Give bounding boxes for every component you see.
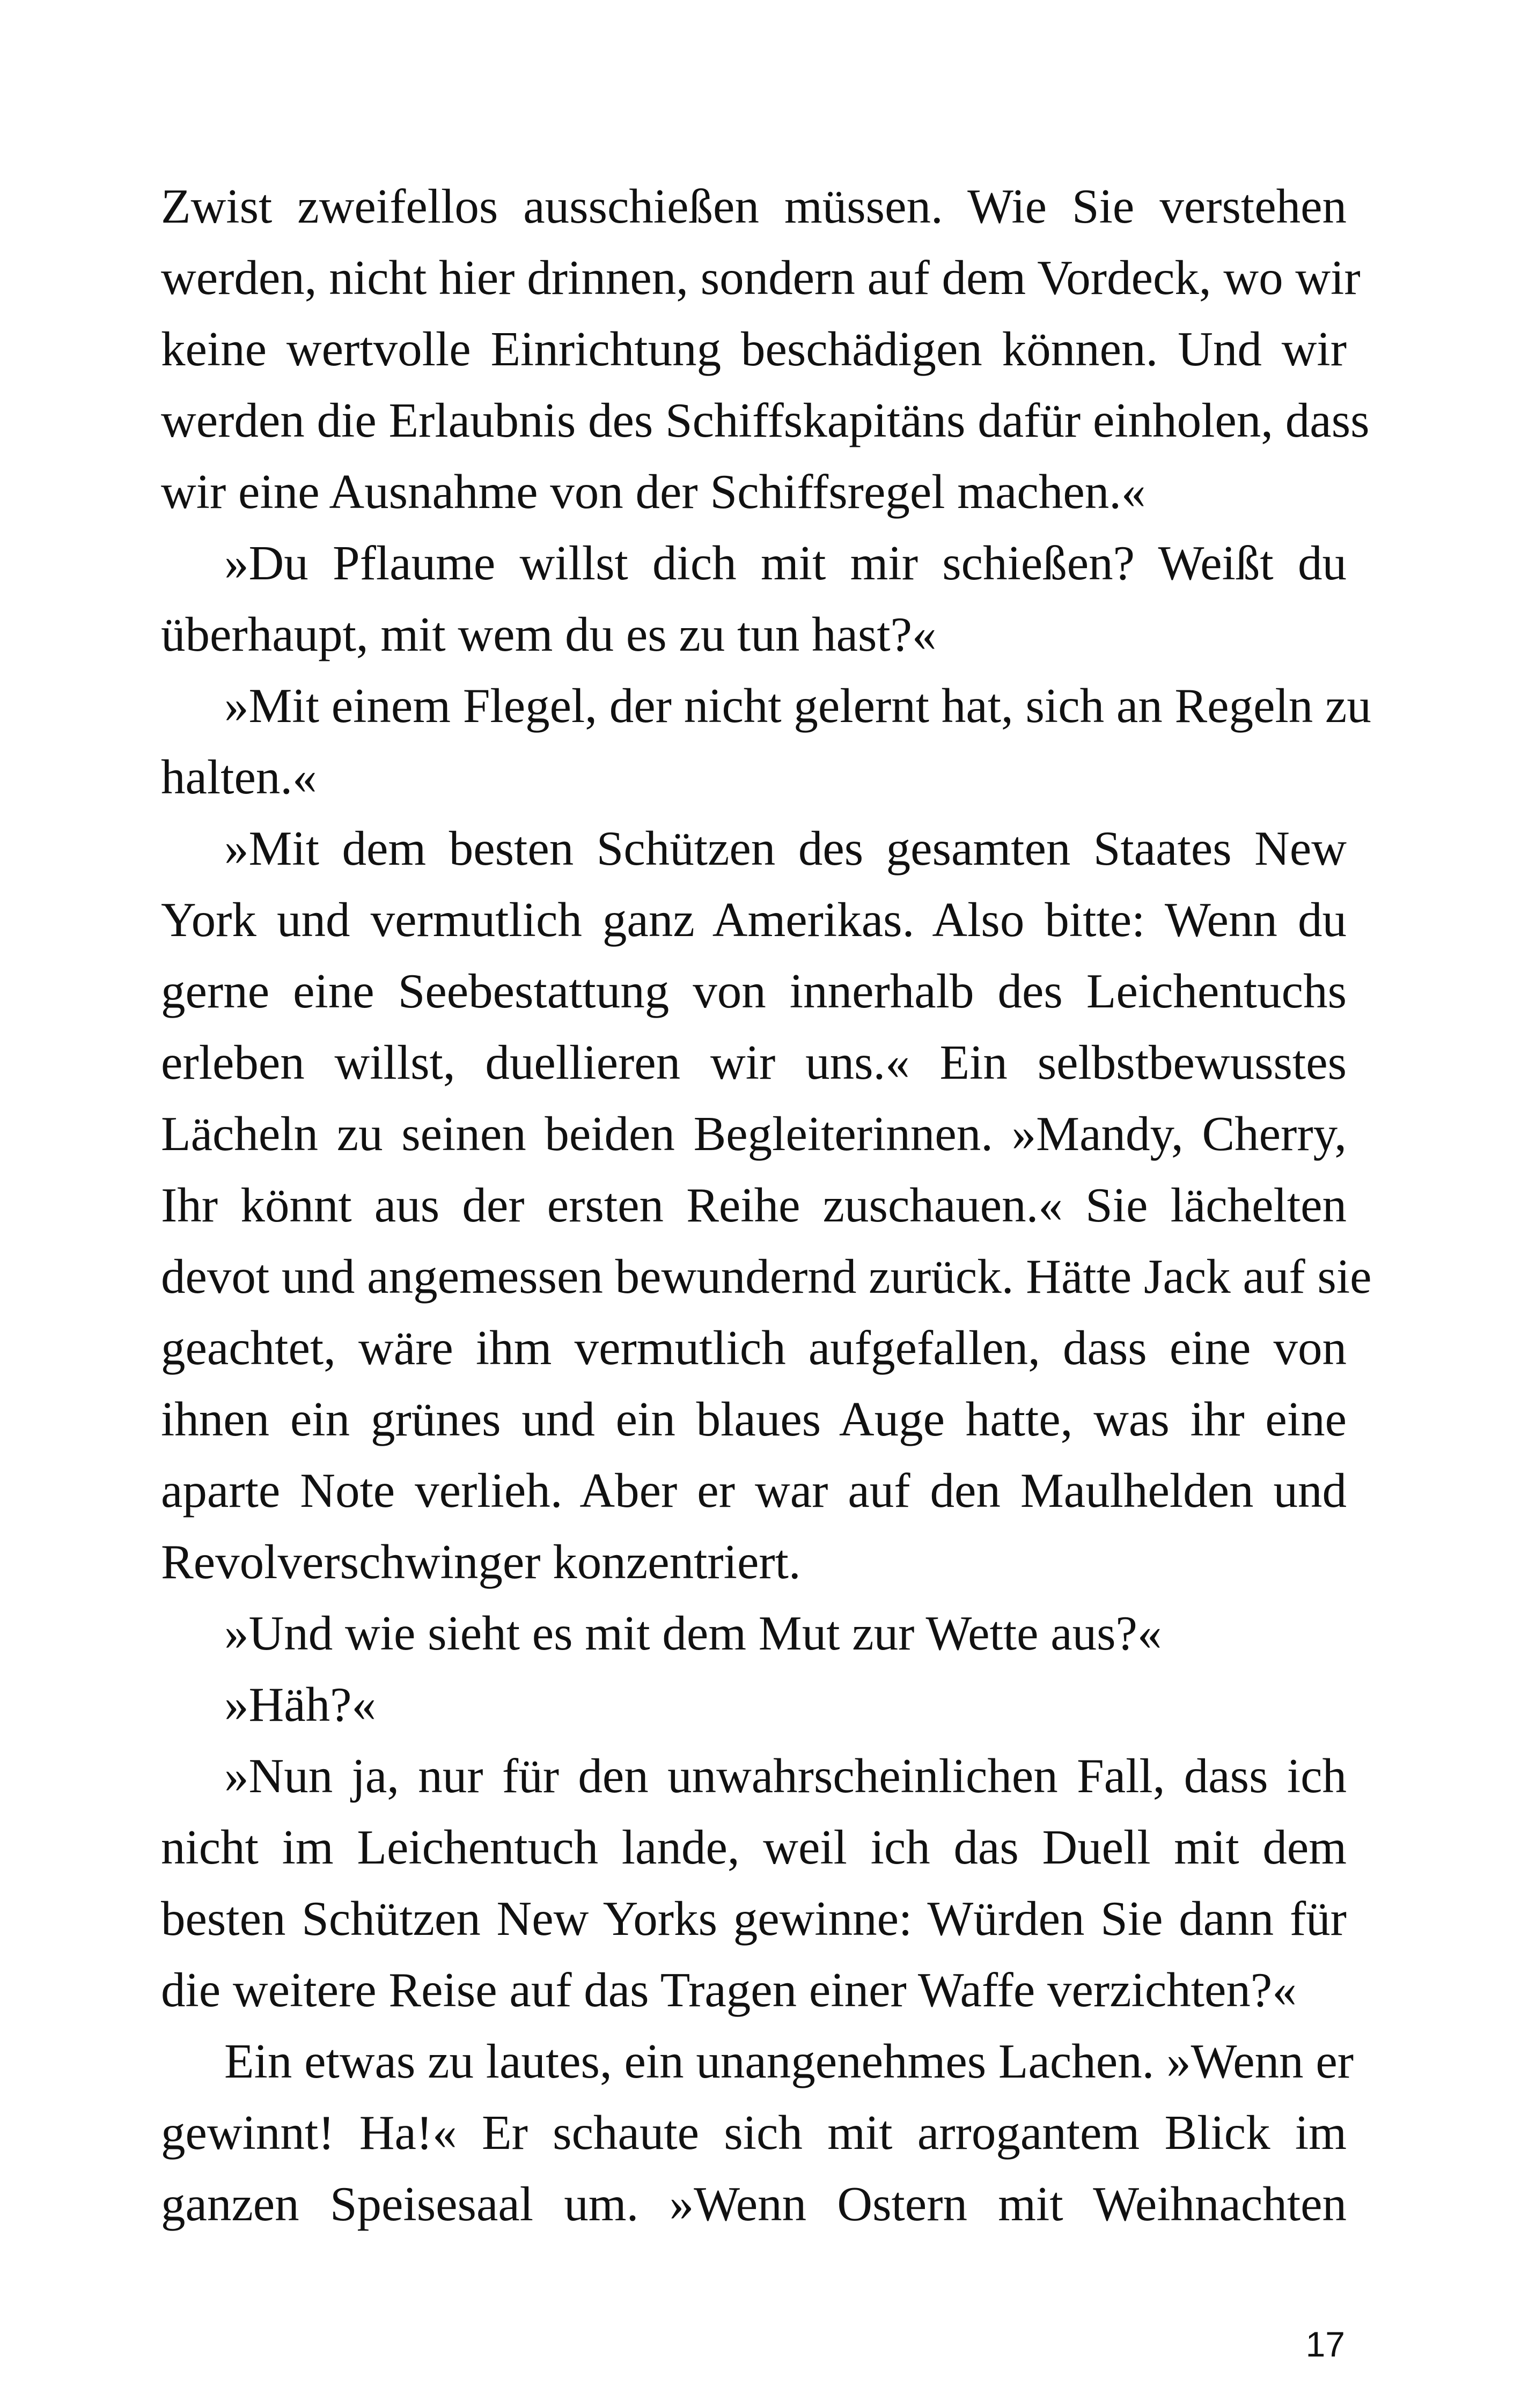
text-line: »Mit einem Flegel, der nicht gelernt hat, sich an Regeln zu xyxy=(224,679,1371,733)
text-line: »Häh?« xyxy=(224,1677,376,1732)
text-line: Ihr könnt aus der ersten Reihe zuschauen.« Sie lächelten xyxy=(161,1178,1347,1232)
text-line: gewinnt! Ha!« Er schaute sich mit arrogantem Blick im xyxy=(161,2105,1347,2160)
text-line: werden, nicht hier drinnen, sondern auf dem Vordeck, wo wir xyxy=(161,251,1361,305)
page-number: 17 xyxy=(1305,2324,1345,2364)
text-line: ihnen ein grünes und ein blaues Auge hatte, was ihr eine xyxy=(161,1392,1347,1446)
text-line: devot und angemessen bewundernd zurück. Hätte Jack auf sie xyxy=(161,1249,1372,1304)
text-line: werden die Erlaubnis des Schiffskapitäns dafür einholen, dass xyxy=(161,393,1370,447)
text-line: die weitere Reise auf das Tragen einer Waffe verzichten?« xyxy=(161,1963,1297,2017)
text-line: besten Schützen New Yorks gewinne: Würden Sie dann für xyxy=(161,1891,1347,1946)
text-line: nicht im Leichentuch lande, weil ich das Duell mit dem xyxy=(161,1820,1347,1874)
text-line: »Nun ja, nur für den unwahrscheinlichen Fall, dass ich xyxy=(224,1749,1347,1803)
text-line: überhaupt, mit wem du es zu tun hast?« xyxy=(161,607,937,661)
text-line: »Du Pflaume willst dich mit mir schießen? Weißt du xyxy=(224,536,1347,590)
text-line: keine wertvolle Einrichtung beschädigen können. Und wir xyxy=(161,322,1347,376)
text-line: aparte Note verlieh. Aber er war auf den Maulhelden und xyxy=(161,1463,1347,1518)
text-line: »Und wie sieht es mit dem Mut zur Wette aus?« xyxy=(224,1606,1162,1660)
text-line: Lächeln zu seinen beiden Begleiterinnen. »Mandy, Cherry, xyxy=(161,1107,1347,1161)
text-line: »Mit dem besten Schützen des gesamten Staates New xyxy=(224,821,1347,875)
text-line: York und vermutlich ganz Amerikas. Also bitte: Wenn du xyxy=(161,893,1347,947)
text-line: Revolverschwinger konzentriert. xyxy=(161,1535,801,1589)
text-line: geachtet, wäre ihm vermutlich aufgefallen, dass eine von xyxy=(161,1321,1347,1375)
text-line: halten.« xyxy=(161,750,317,804)
text-line: wir eine Ausnahme von der Schiffsregel machen.« xyxy=(161,465,1146,519)
text-line: gerne eine Seebestattung von innerhalb des Leichentuchs xyxy=(161,964,1347,1018)
text-line: Ein etwas zu lautes, ein unangenehmes Lachen. »Wenn er xyxy=(224,2034,1354,2088)
body-text xyxy=(161,171,1372,2240)
text-line: ganzen Speisesaal um. »Wenn Ostern mit Weihnachten xyxy=(161,2177,1347,2231)
text-line: erleben willst, duellieren wir uns.« Ein selbstbewusstes xyxy=(161,1035,1347,1089)
text-line: Zwist zweifellos ausschießen müssen. Wie Sie verstehen xyxy=(161,179,1347,233)
